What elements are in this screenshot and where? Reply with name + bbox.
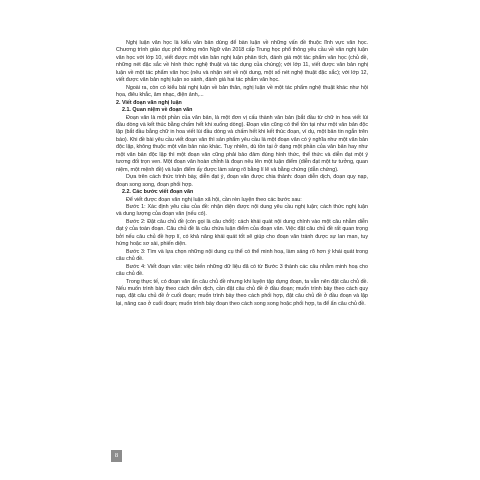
section-heading: 2. Viết đoạn văn nghị luận xyxy=(116,99,182,106)
paragraph-step-4: Bước 4: Viết đoạn văn: việc biến những dữ liệu đã có từ Bước 3 thành các câu nhằm minh hoạ cho câu chủ đề. xyxy=(116,263,368,278)
paragraph-step-2: Bước 2: Đặt câu chủ đề (còn gọi là câu chốt): cách khái quát nội dung chính vào một câu nhằm diễn đạt ý của toàn đoạn. Câu chủ đề là câu chứa luận điểm của đoạn văn. Việc đặt câu chủ đề rất quan trọng bởi nếu câu chủ đề hợp lí, có khả năng khái quát tốt sẽ giúp cho đoạn văn tránh được sự lan man, tuy hứng hoặc sơ sài, phiến diện. xyxy=(116,218,368,248)
paragraph-definition: Đoạn văn là một phần của văn bản, là một đơn vị cấu thành văn bản (bắt đầu từ chữ in hoa viết lùi đầu dòng và kết thúc bằng chấm hết khi xuống dòng). Đoạn văn cũng có thể tồn tại như một văn bản độc lập (bắt đầu bằng chữ in hoa viết lùi đầu dòng và chấm hết khi kết thúc đoạn, ví dụ, một bản tin ngắn trên báo). Khi đề bài yêu cầu viết đoạn văn thì sản phẩm yêu cầu là một đoạn văn có ý nghĩa như một văn bản độc lập, không thuộc một văn bản nào khác. Tuy nhiên, dù tồn tại ở dạng một phần của văn bản hay như một văn bản độc lập thì một đoạn văn cũng phải bảo đảm đúng hình thức, thể thức và diễn đạt một ý tương đối trọn ven. Một đoạn văn hoàn chỉnh là đoạn nêu lên một luận điểm (diễn đạt một tư tưởng, quan niệm, một mệnh đề) và luận điểm ấy được làm sáng rõ bằng lí lẽ và bằng chứng (dẫn chứng). xyxy=(116,114,368,173)
paragraph-step-1: Bước 1: Xác định yêu cầu của đề: nhận diện được nội dung yêu cầu nghị luận; cách thức nghị luận và dung lượng của đoạn văn (nếu có). xyxy=(116,203,368,218)
subsection-heading-2-2: 2.2. Các bước viết đoạn văn xyxy=(122,189,194,196)
intro-paragraph-2: Ngoài ra, còn có kiểu bài nghị luận về bản thân, nghị luận về một tác phẩm nghệ thuật khác như hội họa, điêu khắc, âm nhạc, điện ảnh,... xyxy=(116,84,368,99)
paragraph-practice: Trong thực tế, có đoạn văn ẩn câu chủ đề nhưng khi luyện tập dựng đoạn, ta vẫn nên đặt câu chủ đề. Nếu muốn trình bày theo cách diễn dịch, cần đặt câu chủ đề ở đầu đoạn; muốn trình bày theo cách quy nạp, đặt câu chủ đề ở cuối đoạn; muốn trình bày theo cách phối hợp, đặt câu chủ đề ở đầu đoạn và lặp lại, nâng cao ở cuối đoạn; muốn trình bày đoạn theo cách song song hoặc phối hợp, ta để ẩn câu chủ đề. xyxy=(116,278,368,307)
page-number: 8 xyxy=(111,450,122,462)
body-text xyxy=(116,40,368,308)
paragraph-steps-intro: Để viết được đoạn văn nghị luận xã hội, cần rèn luyện theo các bước sau: xyxy=(126,196,302,203)
paragraph-step-3: Bước 3: Tìm và lựa chọn những nội dung cụ thể có thể minh hoạ, làm sáng rõ hơn ý khái quát trong câu chủ đề. xyxy=(116,248,368,263)
paragraph-types: Dựa trên cách thức trình bày, diễn đạt ý, đoạn văn được chia thành: đoạn diễn dịch, đoạn quy nạp, đoạn song song, đoạn phối hợp. xyxy=(116,174,368,188)
intro-paragraph-1: Nghị luận văn học là kiểu văn bản dùng để bàn luận về những vấn đề thuộc lĩnh vực văn học. Chương trình giáo dục phổ thông môn Ngữ văn 2018 cấp Trung học phổ thông yêu cầu về văn nghị luận văn học với lớp 10, viết được một văn bản nghị luận phân tích, đánh giá một tác phẩm văn học (chủ đề, những nét đặc sắc về hình thức nghệ thuật và tác dụng của chúng); với lớp 11, viết được văn bản nghị luận về một tác phẩm văn học (nêu và nhận xét về nội dung, một số nét nghệ thuật đặc sắc); với lớp 12, viết được văn bản nghị luận so sánh, đánh giá hai tác phẩm văn học. xyxy=(116,40,368,84)
subsection-heading-2-1: 2.1. Quan niệm về đoạn văn xyxy=(122,107,193,114)
